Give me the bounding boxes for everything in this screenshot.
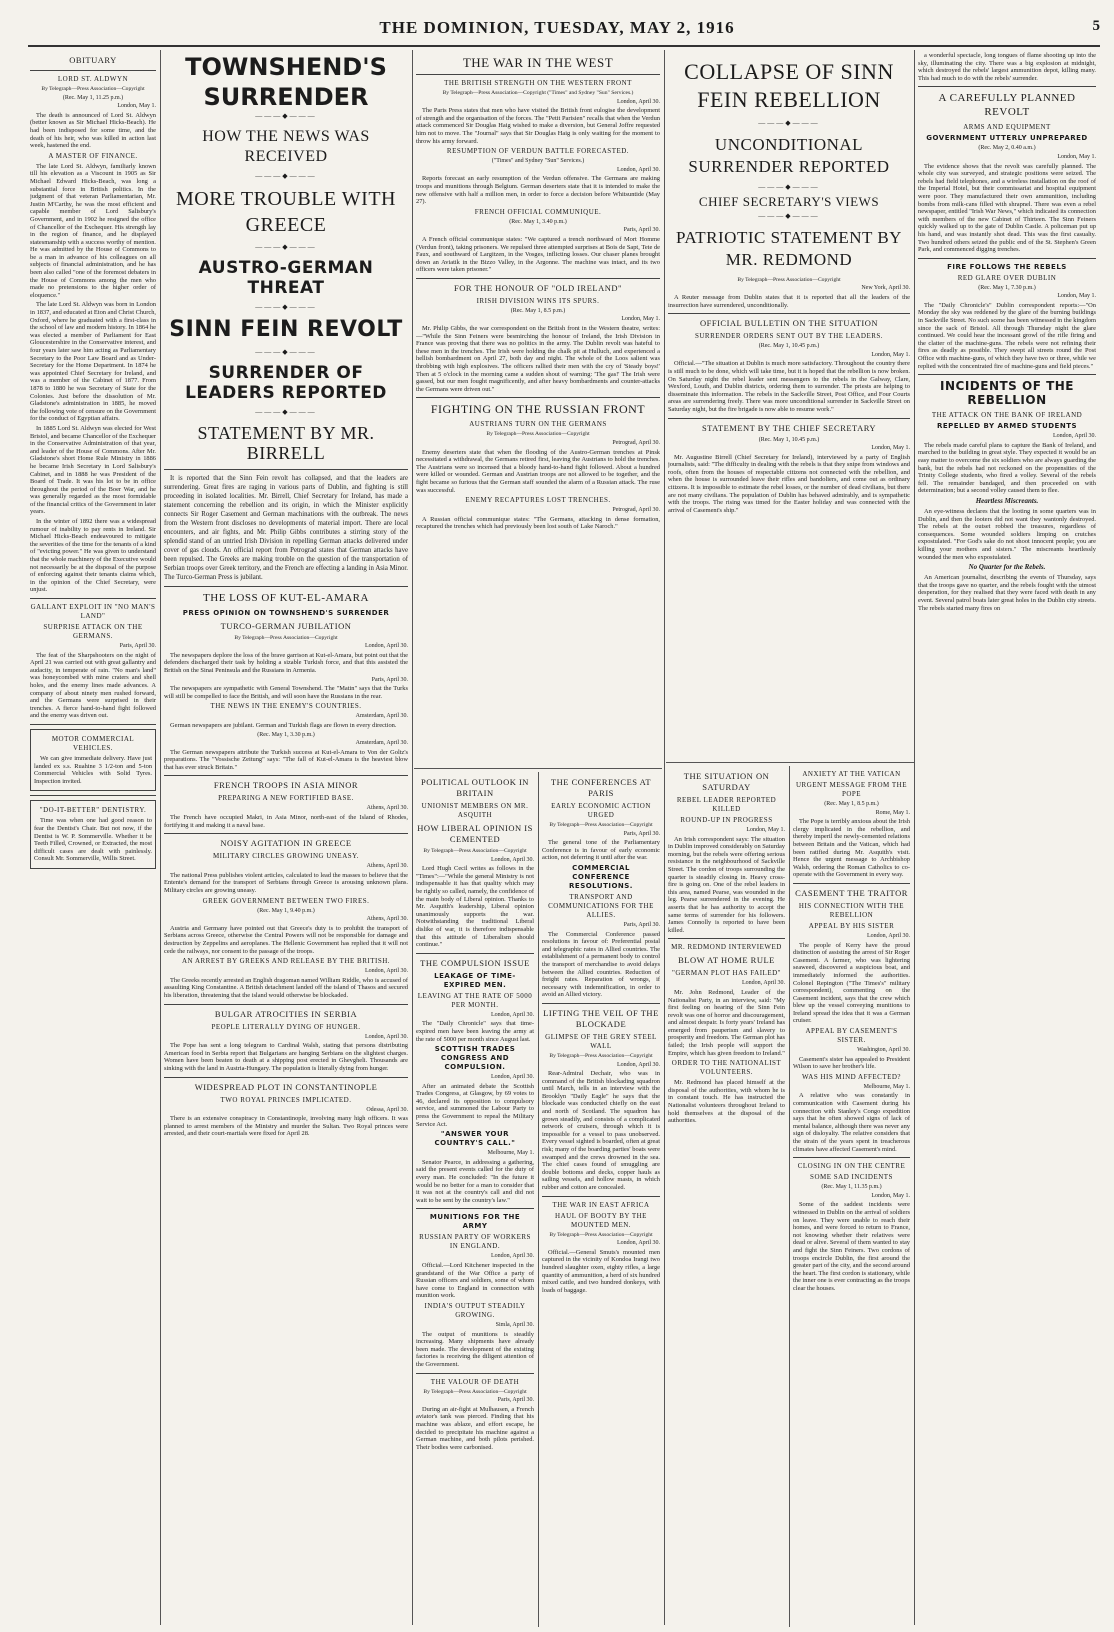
article-heading: ANXIETY AT THE VATICAN [802, 770, 901, 778]
column-war-west [416, 52, 660, 768]
article-text: The late Lord St. Aldwyn was born in London in 1837, and educated at Eton and Christ Church, Oxford, where he graduated with a first-class in the school of law and modern history. In 1864 he was elected a member of Parliament for East Gloucestershire in the Conservative interest, and four years later saw him acting as Parliamentary Secretary to the Poor Law Board and as Under-Secretary for the Home Department. In 1874 he was appointed Chief Secretary for Ireland, and was a member of the Cabinet of 1877. From 1878 to 1880 he was Secretary of State for the Colonies. Just before the dissolution of Mr. Gladstone's administration in 1885, he moved the following vote of censure on the Government for the conduct of Egyptian affairs. [30, 301, 156, 423]
article-text: In the winter of 1892 there was a widespread rumour of inability to pay rents in Ireland. Sir Michael Hicks-Beach endeavoured to mitigate the severities of the time for the tenants of a kind of "evicting power." He was given to understand that the whole machinery of the Executive would not necessarily be at the disposal of the purpose of enforcing against their tenants claims which, in the opinion of the Chief Secretary, were unjust. [30, 518, 156, 594]
advertisement [30, 729, 156, 791]
article-text: The Pope is terribly anxious about the Irish clergy implicated in the rebellion, and thereby imperil the newly-cemented relations between Britain and the Vatican, which had been ratified during Mr. Asquith's visit. Hence the urgent message to Archbishop Walsh, ordering the Roman Catholics to co-operate with the Government in every way. [793, 818, 910, 879]
dateline: New York, April 30. [861, 285, 910, 292]
article-heading: POLITICAL OUTLOOK IN BRITAIN [421, 777, 529, 798]
article-text: The Commercial Conference passed resolutions in favour of: Preferential postal and telegraphic rates in Allied countries. The establishment of a permanent body to control the transport of merchandise to avoid delays between the Allied countries. Reduction of freight rates. Reparation of wrongs, if necessary with indemnification, in order to avoid an Allied victory. [542, 930, 660, 999]
divider [416, 74, 660, 75]
column-rule [789, 766, 790, 1627]
subheading: EARLY ECONOMIC ACTION URGED [551, 802, 651, 819]
column-vatican [793, 768, 910, 1627]
subheading: URGENT MESSAGE FROM THE POPE [795, 781, 907, 798]
subheading: RUSSIAN PARTY OF WORKERS IN ENGLAND. [419, 1233, 531, 1251]
subheading: A MASTER OF FINANCE. [48, 151, 138, 160]
divider [918, 258, 1096, 259]
article-text: Senator Pearce, in addressing a gathering, said the present events called for the duty of every man. He concluded: "In the future it would be no better for a man to consider that it was not at the country's call and did not wait to be sent by the country's law." [416, 1158, 534, 1204]
article-text: A Russian official communique states: "The Germans, attacking in dense formation, recaptured the trenches which had previously been lost south of Lake Naroch." [416, 515, 660, 531]
article-text: The newspapers are sympathetic with General Townshend. The "Matin" says that the Turks will still be compelled to face the British, and will soon have the Russians in the rear. [164, 685, 408, 700]
received-time: (Rec. May 1, 9.40 p.m.) [257, 907, 315, 914]
headline: SURRENDER OF LEADERS REPORTED [185, 362, 387, 403]
article-text: An Irish correspondent says: The situation in Dublin improved considerably on Saturday morning, but the rebels were offering serious resistance in the neighbourhood of Sackville Street. The cordon of troops surrounding the quarter is steadily closing in. Heavy cross-fire is going on. One of the rebel leaders in this area, named Pearse, was wounded in the leg. Pearse surrendered in the evening. He asserts that he has authority to accept the same terms of surrender for his followers. James Connolly is reported to have been killed. [668, 835, 785, 934]
article-text: A French official communique states: "We captured a trench northward of Mort Homme (Verdun front), taking prisoners. We repulsed three attempted surprises at Bois de Sapt, Tete de Faux, and southward of Largitzen, in the Vosges, inflicting losses. Our chaser planes brought down an Aviatik in the Bizzo Valley, in the Argonne. The machine was intact, and its two officers were taken prisoner." [416, 235, 660, 274]
subheading: "GERMAN PLOT HAS FAILED" [671, 969, 782, 978]
divider [668, 313, 910, 314]
dateline: London, April 30. [491, 856, 534, 863]
dateline: Petrograd, April 30. [612, 440, 660, 446]
newspaper-title: THE DOMINION, TUESDAY, MAY 2, 1916 [379, 18, 735, 37]
article-text: The national Press publishes violent articles, calculated to lead the masses to believe that the Entente's demand for the transport of Serbians through Greece is arousing unknown plans. Military circles are growing uneasy. [164, 871, 408, 895]
article-text: The rebels made careful plans to capture the Bank of Ireland, and marched to the building in great style. They expected it would be an easy matter to overcome the six soldiers who are always guarding the bank, but the rebels had not reckoned on the propensities of the Trinity College students, who fired a volley. Several of the rebels fell. The remainder bandaged, and then proceeded on with determination; but a second volley caused them to flee. [918, 441, 1096, 495]
subheading: REBEL LEADER REPORTED KILLED [676, 796, 777, 813]
article-text: After an animated debate the Scottish Trades Congress, at Glasgow, by 69 votes to 46, declared its opposition to compulsory service, and summoned the Labour Party to press the Government to repeal the Military Service Act. [416, 1082, 534, 1128]
article-heading: THE VALOUR OF DEATH [430, 1377, 520, 1386]
dateline: London, April 30. [365, 643, 408, 650]
subheading: INDIA'S OUTPUT STEADILY GROWING. [424, 1301, 526, 1319]
article-text: In 1885 Lord St. Aldwyn was elected for West Bristol, and became Chancellor of the Exchequer in the Conservative Administration of that year, and leader of the House of Commons. After Mr. Gladstone's short Home Rule Ministry in 1886 he became Irish Secretary in Lord Salisbury's Cabinet, and in 1888 he was President of the Board of Trade. It was his lot to be in office throughout the period of the Boer War, and he was generally regarded as the most formidable of the financial critics of the Government in later years. [30, 424, 156, 516]
byline: By Telegraph—Press Association—Copyright [549, 1231, 653, 1238]
article-heading: BULGAR ATROCITIES IN SERBIA [214, 1008, 358, 1019]
subheading: ARMS AND EQUIPMENT [963, 123, 1051, 132]
dateline: Melbourne, May 1. [487, 1150, 534, 1157]
article-heading: MUNITIONS FOR THE ARMY [429, 1213, 521, 1231]
column-revolt [918, 52, 1096, 1627]
subheading: MILITARY CIRCLES GROWING UNEASY. [212, 852, 360, 861]
article-text: An American journalist, describing the events of Thursday, says that the troops gave no quarter, and the rebels fought with the utmost desperation, for they realised that they were faced with death in any event. Several patrol boats later great holes in the Dublin city streets. The rebels started many fires on [918, 574, 1096, 612]
subheading: RESUMPTION OF VERDUN BATTLE FORECASTED. [446, 147, 630, 156]
subheading: ROUND-UP IN PROGRESS [680, 816, 773, 824]
article-heading: FRENCH TROOPS IN ASIA MINOR [213, 780, 359, 791]
byline: By Telegraph—Press Association—Copyright [423, 1388, 527, 1395]
subheading: GREEK GOVERNMENT BETWEEN TWO FIRES. [202, 896, 370, 905]
article-text: Mr. Augustine Birrell (Chief Secretary for Ireland), interviewed by a party of English journalists, said: "The difficulty in dealing with the rebels is that they snipe from windows and roofs, often from the houses of respectable citizens not connected with the rebellion, and when the house is surrounded leave their rifles and bandoliers, and come out as ordinary citizens. It is impossible to estimate the rebel losses, or the number of dead civilians, but there are not many civilians. The population of Dublin has behaved admirably, and is sympathetic with the troops. The rising was timed for the Easter holiday and was connected with the arrival of Casement's ship." [668, 453, 910, 514]
dateline: London, April 30. [1053, 433, 1096, 440]
article-text: A relative who was constantly in communication with Casement during his connection with Stanley's Congo expedition says that he often showed signs of lack of mental balance, although there was never any sign of disloyalty. The relative considers that the strain of the years spent in treacherous climates have affected Casement's mind. [793, 1092, 910, 1153]
headline: PATRIOTIC STATEMENT BY MR. REDMOND [676, 227, 902, 269]
summary-text: It is reported that the Sinn Fein revolt has collapsed, and that the leaders are surrendering. Great fires are raging in various parts of Dublin, and fighting is still proceeding in isolated localities. Mr. Birrell, Chief Secretary for Ireland, has made a statement concerning the rebellion and its origin, in which the Minister explicitly connects Sir Roger Casement and German machinations with the outbreak. The news from the Western front discloses no developments of material import. There are local encounters, and air fights, and Mr. Philip Gibbs contributes a stirring story of the splendid stand of an untried Irish Division in repelling German attacks delivered under cover of gas clouds. An official report from Petrograd states that German attacks have been repulsed. The Greeks are making trouble on the question of the transportation of Serbian troops over Greek territory, and the French are effecting a landing in Asia Minor. The Turco-German Press is jubilant. [164, 474, 408, 581]
dateline: London, May 1. [117, 103, 156, 110]
headline: HOW THE NEWS WAS RECEIVED [202, 127, 370, 165]
dateline: Rome, May 1. [875, 809, 910, 816]
dateline: Petrograd, April 30. [612, 507, 660, 514]
byline: By Telegraph—Press Association—Copyright [234, 634, 338, 641]
dateline: Paris, April 30. [623, 227, 660, 234]
divider: ———◆——— [758, 182, 820, 191]
divider [164, 586, 408, 587]
byline: By Telegraph—Press Association—Copyright ("Times" and Sydney "Sun" Services.) [442, 90, 634, 96]
divider: ———◆——— [758, 212, 820, 221]
divider [414, 768, 662, 769]
article-text: Official.—"The situation at Dublin is much more satisfactory. Throughout the country there is still much to be done, which will take time, but it is hoped that the rebellion is now broken. On Saturday night the rebel leader sent messengers to the rebels in the Galway, Clare, Wexford, Louth, and Dublin districts, ordering them to surrender. The priests are helping to disseminate this information. The rebels in the Sackville Street, Post Office, and Four Courts areas are surrendering freely. There was more unconditional surrender in Sackville Street on Saturday night, but the fire brigade is now able to resume work." [668, 360, 910, 413]
divider [416, 278, 660, 279]
received-time: ("Times" and Sydney "Sun" Services.) [491, 158, 585, 165]
article-heading: INCIDENTS OF THE REBELLION [940, 379, 1074, 408]
subheading: SURRENDER ORDERS SENT OUT BY THE LEADERS. [694, 332, 884, 341]
ad-text: Time was when one had good reason to fear the Dentist's Chair. But not now, if the Dentist is W. P. Sommerville. Whether it be Teeth Filled, Crowned, or Extracted, the most difficult cases are dealt with painlessly. Consult Mr. Sommerville, Willis Street. [34, 817, 152, 863]
subheading: IRISH DIVISION WINS ITS SPURS. [476, 296, 600, 305]
article-heading: MR. REDMOND INTERVIEWED [671, 943, 782, 952]
byline: By Telegraph—Press Association—Copyright [737, 276, 841, 283]
headline-main: COLLAPSE OF SINN FEIN REBELLION [684, 59, 894, 112]
headline: SINN FEIN REVOLT [169, 317, 403, 343]
section-heading: OBITUARY [69, 55, 117, 65]
subheading: BLOW AT HOME RULE [678, 955, 775, 966]
dateline: Athens, April 30. [366, 805, 408, 812]
article-heading: CASEMENT THE TRAITOR [795, 887, 908, 898]
article-text: Official.—Lord Kitchener inspected in the grandstand of the War Office a party of Russian officers and soldiers, some of whom have come to England in connection with munition work. [416, 1262, 534, 1300]
subheading: WAS HIS MIND AFFECTED? [801, 1072, 902, 1081]
headline: AUSTRO-GERMAN THREAT [198, 257, 374, 298]
headline: UNCONDITIONAL SURRENDER REPORTED [688, 134, 890, 176]
subheading: GLIMPSE OF THE GREY STEEL WALL [545, 1032, 657, 1050]
article-text: An eye-witness declares that the looting in some quarters was in Dublin, and then the looters did not want they wantonly destroyed. The rebels at the outset robbed the treasures, regardless of consequences. Some wounded soldiers limping on crutches expostulated. "For God's sake do not shoot innocent people; you are killing your mothers and sisters." The miscreants heartlessly wounded the men who expostulated. [918, 507, 1096, 561]
article-heading: A CAREFULLY PLANNED REVOLT [938, 92, 1076, 119]
divider [164, 1004, 408, 1005]
subheading: ENEMY RECAPTURES LOST TRENCHES. [465, 496, 611, 505]
dateline: Amsterdam, April 30. [355, 740, 408, 747]
masthead [0, 18, 1114, 44]
dateline: Athens, April 30. [366, 863, 408, 870]
column-rule [412, 50, 413, 1625]
received-time: (Rec. May 2, 0.40 a.m.) [978, 145, 1036, 152]
headline: STATEMENT BY MR. BIRRELL [197, 422, 375, 463]
subheading: SOME SAD INCIDENTS [810, 1173, 893, 1182]
article-text: The Pope has sent a long telegram to Cardinal Walsh, stating that persons distributing American food in Serbia report that Bulgarians are hanging Serbians on the slightest charges. Women have been beaten to death at a shipping post erected in Ghevgheli. Thousands are sinking with the land in Austria-Hungary. The population is literally dying from hunger. [164, 1042, 408, 1072]
dateline: London, May 1. [871, 351, 910, 358]
article-heading: GALLANT EXPLOIT IN "NO MAN'S LAND" [30, 603, 156, 620]
subheading: "ANSWER YOUR COUNTRY'S CALL." [434, 1130, 516, 1148]
article-text: During an air-fight at Mulhausen, a French aviator's tank was pierced. Finding that his machine was ablaze, and effort escape, he decided to precipitate his machine against a German machine, and both pilots perished. Their bodies were carbonised. [416, 1405, 534, 1451]
subheading: THE NEWS IN THE ENEMY'S COUNTRIES. [210, 702, 362, 711]
article-text: Mr. Redmond has placed himself at the disposal of the authorities, with whom he is in constant touch. He has instructed the Nationalist volunteers throughout Ireland to hold themselves at the disposal of the authorities. [668, 1079, 785, 1125]
dateline: London, April 30. [491, 1253, 534, 1260]
headline: THE WAR IN THE WEST [462, 55, 614, 70]
dateline: London, May 1. [621, 316, 660, 323]
divider [416, 1208, 534, 1209]
divider: ———◆——— [255, 302, 317, 311]
subheading: HAUL OF BOOTY BY THE MOUNTED MEN. [555, 1211, 647, 1229]
article-text: The output of munitions is steadily increasing. Many shipments have already been made. The development of the existing factories is receiving the diligent attention of the Government. [416, 1330, 534, 1368]
subheading: REPELLED BY ARMED STUDENTS [936, 422, 1078, 431]
article-text: Austria and Germany have pointed out that Greece's duty is to prohibit the transport of Serbians across Greece, otherwise the Central Powers will not be responsible for damage and destruction by Zeppelins and aeroplanes. The Hellenic Government has replied that it will not cede the railways, nor consent to the passage of the troops. [164, 924, 408, 955]
divider: ———◆——— [758, 119, 820, 127]
divider [164, 469, 408, 470]
subheading: HIS CONNECTION WITH THE REBELLION [798, 901, 905, 919]
received-time: (Rec. May 1, 7.30 p.m.) [978, 284, 1036, 291]
byline: By Telegraph—Press Association—Copyright [486, 431, 590, 438]
dateline: London, April 30. [617, 1240, 660, 1247]
article-text: The evidence shows that the revolt was carefully planned. The whole city was surveyed, and strategic positions were seized. The rebels had field telephones, and a wireless installation on the roof of the Imperial Hotel, but their commissariat and hospital equipment were poor. They manufactured their own ammunition, including bombs from milk-cans filled with shrapnel. There was even a rebel newspaper, entitled "Irish War News," which indicated its connection with members of the new Cabinet of Thirteen. The Sinn Feiners quickly walked up to the gate of Dublin Castle. A policeman put up his hand, and was instantly shot dead. This was the first casualty. Two hundred others seized the public end of the St. Stephen's Green Park, and commenced digging trenches. [918, 162, 1096, 254]
article-heading: STATEMENT BY THE CHIEF SECRETARY [701, 422, 877, 433]
received-time: (Rec. May 1, 3.30 p.m.) [257, 731, 315, 738]
received-time: (Rec. May 1, 11.25 p.m.) [62, 94, 124, 101]
dateline: Paris, April 30. [623, 921, 660, 928]
divider [918, 374, 1096, 375]
article-text: Mr. John Redmond, Leader of the Nationalist Party, in an interview, said: "My first feeling on hearing of the Sinn Fein revolt was one of horror and discouragement, and almost despair. Is forty years' Ireland has emerged from pauperism and slavery to prosperity and freedom. The German plot has failed; the Irish people will support the Empire, which has given freedom to Ireland." [668, 988, 785, 1057]
subheading: LEAKAGE OF TIME-EXPIRED MEN. [434, 971, 516, 989]
article-heading: OFFICIAL BULLETIN ON THE SITUATION [699, 318, 878, 329]
dateline: London, April 30. [491, 1011, 534, 1018]
article-heading: LIFTING THE VEIL OF THE BLOCKADE [543, 1007, 659, 1029]
dateline: London, April 30. [742, 980, 785, 987]
dateline: London, May 1. [746, 827, 785, 833]
article-text: The death is announced of Lord St. Aldwyn (better known as Sir Michael Hicks-Beach). He had been indisposed for some time, and the death of his heir, who was killed in action last week, hastened the end. [30, 111, 156, 150]
dateline: Melbourne, May 1. [863, 1083, 910, 1090]
dateline: Paris, April 30. [497, 1397, 534, 1404]
article-text: The late Lord St. Aldwyn, familiarly known till his elevation as a Viscount in 1905 as Sir Michael Edward Hicks-Beach, was long a substantial force in British politics. In the judgment of that veteran Parliamentarian, Mr. Justin M'Carthy, he was the most efficient and capable member of Lord Salisbury's Government, and in 1902 he resigned the office of Chancellor of the Exchequer. His strength lay in the region of finance, and he displayed statesmanship with a success worthy of mention. He was admitted by the House of Commons to be a man in advance of his colleagues on all subjects of financial administration, and he has been also called "one of the foremost debaters in the House of Commons among the men who made no pretensions to the higher order of eloquence." [30, 162, 156, 299]
article-heading: FIGHTING ON THE RUSSIAN FRONT [430, 402, 646, 417]
dateline: Amsterdam, April 30. [355, 713, 408, 720]
column-obituary [30, 52, 156, 1627]
article-text: a wonderful spectacle, long tongues of flame shooting up into the sky, illuminating the city. There was a big explosion at midnight, which destroyed the rebels' largest ammunition depot, killing many. This had much to do with the rebels' surrender. [918, 52, 1096, 82]
divider: ———◆——— [255, 243, 317, 252]
received-time: (Rec. May 1, 3.40 p.m.) [509, 218, 567, 225]
subheading: PEOPLE LITERALLY DYING OF HUNGER. [211, 1022, 361, 1031]
subheading: RED GLARE OVER DUBLIN [957, 273, 1057, 282]
column-rule [664, 50, 665, 1625]
received-time: (Rec. May 1, 10.45 p.m.) [758, 343, 820, 350]
article-heading: FOR THE HONOUR OF "OLD IRELAND" [454, 282, 622, 293]
dateline: Paris, April 30. [371, 676, 408, 683]
page-number: 5 [1092, 18, 1100, 34]
article-heading: LORD ST. ALDWYN [57, 75, 129, 83]
dateline: London, April 30. [617, 98, 660, 105]
ad-text: We can give immediate delivery. Have just landed ex s.s. Ruahine 3 1/2-ton and 5-ton Commercial Vehicles with Solid Tyres. Inspection invited. [34, 754, 152, 785]
advertisement [30, 800, 156, 869]
article-text: The French have occupied Makri, in Asia Minor, north-east of the Island of Rhodes, fortifying it and making it a naval base. [164, 814, 408, 829]
article-text: Rear-Admiral Dechair, who was in command of the British blockading squadron until March, tells in an interview with the Brooklyn "Daily Eagle" he says that the blockade was conducted chiefly on the east and north of Scotland. The squadron has grown steadily, and consists of a complicated network of cruisers, through which it is impossible for a vessel to pass unobserved. Every vessel sighted is boarded, often at great risk; many of the boarding parties' boats were swamped and the crews drowned in the sea. The chief cases found of smuggling are double bottoms and decks, copper hauls as sailing vessels, and hollow masts, in which rubber and cotton are concealed. [542, 1070, 660, 1191]
article-heading: THE WAR IN EAST AFRICA [552, 1200, 650, 1209]
article-heading: THE LOSS OF KUT-EL-AMARA [203, 591, 369, 604]
divider [668, 938, 785, 939]
subheading: TURCO-GERMAN JUBILATION [220, 620, 352, 631]
dateline: Washington, April 30. [857, 1047, 910, 1054]
column-townshend [164, 52, 408, 1627]
divider [30, 724, 156, 725]
subheading: SURPRISE ATTACK ON THE GERMANS. [43, 623, 143, 640]
column-conferences [542, 774, 660, 1627]
headline-main: TOWNSHEND'S SURRENDER [185, 53, 387, 111]
divider: ———◆——— [255, 112, 317, 120]
subheading: THE ATTACK ON THE BANK OF IRELAND [931, 411, 1083, 420]
top-rule [28, 45, 1100, 47]
divider [30, 795, 156, 796]
dateline: Odessa, April 30. [366, 1106, 408, 1113]
subheading: No Quarter for the Rebels. [968, 563, 1046, 572]
byline: By Telegraph—Press Association—Copyright [423, 848, 527, 854]
dateline: London, April 30. [365, 968, 408, 975]
divider [30, 70, 156, 71]
column-sinn-fein [668, 52, 910, 762]
article-text: Reports forecast an early resumption of the Verdun offensive. The Germans are making troops and munitions through Belgium. German deserters state that it is intended to make the new offensive with half a million men, in order to force a decision before Whitsuntide (May 27). [416, 175, 660, 206]
subheading: AN ARREST BY GREEKS AND RELEASE BY THE BRITISH. [181, 957, 391, 966]
column-saturday [668, 768, 785, 1627]
article-heading: THE CONFERENCES AT PARIS [550, 777, 652, 798]
dateline: London, April 30. [617, 1061, 660, 1068]
headline: CHIEF SECRETARY'S VIEWS [698, 194, 880, 210]
dateline: London, May 1. [871, 1192, 910, 1199]
article-text: Official.—General Smuts's mounted men captured in the vicinity of Kondoa Irangi two hundred slaughter oxen, eighty rifles, a large quantity of ammunition, a herd of six hundred mixed cattle, and two hundred donkeys, with loads of baggage. [542, 1248, 660, 1294]
subheading: THE BRITISH STRENGTH ON THE WESTERN FRONT [444, 79, 632, 87]
byline: By Telegraph—Press Association—Copyright [549, 1052, 653, 1059]
article-text: The German newspapers attribute the Turkish success at Kut-el-Amara to Von der Goltz's preparations. The "Vossische Zeitung" says: "The fall of Kut-el-Amara is the heaviest blow that has ever struck Britain." [164, 748, 408, 771]
subheading: PRESS OPINION ON TOWNSHEND'S SURRENDER [182, 608, 390, 617]
ad-heading: "DO-IT-BETTER" DENTISTRY. [39, 806, 147, 815]
subheading: LEAVING AT THE RATE OF 5000 PER MONTH. [417, 991, 533, 1009]
divider: ———◆——— [255, 407, 317, 416]
article-text: The people of Kerry have the proud distinction of assisting the arrest of Sir Roger Casement. A farmer, who was lightering seaweed, discovered a suspicious boat, and immediately informed the authorities. Colonel Repington ("The Times's" military correspondent), commenting on the Casement incident, says that the crew which blew up the vessel conveying munitions to Ireland spread the idea that it was a German cruiser. [793, 941, 910, 1025]
article-text: A Reuter message from Dublin states that it is reported that all the leaders of the insurrection have surrendered, unconditionally. [668, 293, 910, 309]
subheading: Heartless Miscreants. [975, 496, 1039, 505]
divider [793, 883, 910, 884]
dateline: London, April 30. [365, 1033, 408, 1040]
received-time: (Rec. May 1, 10.45 p.m.) [758, 436, 820, 443]
subheading: APPEAL BY HIS SISTER [808, 921, 895, 930]
divider [668, 418, 910, 419]
dateline: Athens, April 30. [366, 916, 408, 923]
received-time: (Rec. May 1, 8.5 p.m.) [510, 307, 566, 314]
dateline: London, April 30. [491, 1074, 534, 1081]
subheading: PREPARING A NEW FORTIFIED BASE. [218, 794, 354, 803]
divider [918, 86, 1096, 87]
article-text: Enemy deserters state that when the flooding of the Austro-German trenches at Pinsk necessitated a withdrawal, the Germans retired first, leaving the Austrians to hold the trenches. The Austrians were so incensed that a bloody hand-to-hand fight followed. About a hundred were killed or wounded. German and Austrian troops are not allowed to be together, and the fight became so furious that the German staff sounded the alarm of a Russian attack. The ruse was successful. [416, 448, 660, 494]
dateline: London, April 30. [867, 932, 910, 939]
article-text: The "Daily Chronicle's" Dublin correspondent reports:—"On Monday the sky was reddened by the glare of the burning buildings in Sackville Street. No such scene has been witnessed in the kingdom since the sack of Bristol. All through Thursday night the glare continued. We could hear the incessant growl of the rifle firing and the clatter of the machine-guns. The rebels were not refining their fires as deadly as possible. They swept all streets round the Post Office with machine-guns, of which they have two or three, while we replied with the concentrated fire of machine-guns and field pieces." [918, 301, 1096, 370]
article-text: Lord Hugh Cecil writes as follows in the "Times":—"While the general Ministry is not indispensable it has that quality which may be rightly so called, namely, the confidence of the main body of Liberal opinion. Thanks to Mr. Asquith's leadership, Liberal opinion unanimously supports the war. Notwithstanding the traditional Liberal dislike of war, it is therefore indispensable that this attitude of Liberalism should continue." [416, 865, 534, 949]
divider [416, 1373, 534, 1374]
article-heading: THE SITUATION ON SATURDAY [683, 771, 770, 792]
article-heading: NOISY AGITATION IN GREECE [220, 838, 352, 849]
subheading: APPEAL BY CASEMENT'S SISTER. [805, 1027, 898, 1045]
article-heading: WIDESPREAD PLOT IN CONSTANTINOPLE [194, 1081, 378, 1092]
divider [164, 1077, 408, 1078]
article-text: The general tone of the Parliamentary Conference is in favour of early economic action, not deferring it until after the war. [542, 839, 660, 862]
subheading: TRANSPORT AND COMMUNICATIONS FOR THE ALLIES. [548, 892, 654, 919]
subheading: GOVERNMENT UTTERLY UNPREPARED [926, 134, 1088, 143]
divider [666, 762, 914, 763]
divider [30, 598, 156, 599]
article-text: Casement's sister has appealed to President Wilson to save her brother's life. [793, 1055, 910, 1071]
subheading: UNIONIST MEMBERS ON MR. ASQUITH [421, 802, 529, 819]
divider [542, 1003, 660, 1004]
dateline: London, May 1. [1057, 293, 1096, 300]
column-rule [914, 50, 915, 1625]
divider [164, 833, 408, 834]
ad-heading: MOTOR COMMERCIAL VEHICLES. [51, 734, 135, 752]
column-rule [160, 50, 161, 1625]
article-text: The "Daily Chronicle" says that time-expired men have been leaving the army at the rate of 5000 per month since August last. [416, 1020, 534, 1043]
subheading: FRENCH OFFICIAL COMMUNIQUE. [474, 207, 602, 216]
article-text: German newspapers are jubilant. German and Turkish flags are flown in every direction. [170, 721, 397, 729]
byline: By Telegraph—Press Association—Copyright [549, 822, 653, 828]
column-rule [538, 772, 539, 1627]
divider [416, 397, 660, 398]
article-heading: FIRE FOLLOWS THE REBELS [947, 262, 1067, 271]
article-text: Mr. Philip Gibbs, the war correspondent on the British front in the Western theatre, writes:—"While the Sinn Feiners were besmirching the honour of Ireland, the Irish Division in France was proving that there was no politics in the army. The Dublin revolt was hateful to these men in the trenches. The Irish were holding the chalk pit at Hulluch, and experienced a hellish bombardment on April 27, both day and night. The whole of the Loos salient was throbbing with high explosives. The officers rallied their men with the cry of 'Steady boys!' Then at 5 o'clock in the morning came a sudden shout of warning: 'The gas!' The Irish were gassed, but our men fought magnificently, and after heavy bombardments and counter-attacks the Germans were driven out." [416, 325, 660, 393]
byline: By Telegraph—Press Association—Copyright [41, 86, 145, 92]
divider: ———◆——— [255, 171, 317, 180]
dateline: London, April 30. [617, 166, 660, 173]
divider [164, 775, 408, 776]
article-text: The Paris Press states that men who have visited the British front eulogise the development of strength and the organisation of the forces. The "Petit Parisien" recalls that when the Verdun attack commenced Sir Douglas Haig wished to make a diversion, but General Joffre requested him not to move. The "Journal" says that Sir Douglas Haig is only waiting for the moment to throw his army forward. [416, 107, 660, 145]
headline: MORE TROUBLE WITH GREECE [176, 188, 396, 237]
dateline: Simla, April 30. [495, 1321, 534, 1328]
article-text: Some of the saddest incidents were witnessed in Dublin on the arrival of soldiers on leave. They were unable to reach their homes, and were forced to return to France, not knowing whether their relatives were dead or alive. Several of them wanted to stay and fight the Sinn Feiners. Two cordons of troops encircle Dublin, the first around the greater part of the city, and the second around the heart. The first cordon is stationary, while the inner one is ever contracting as the troops clear the houses. [793, 1201, 910, 1292]
subheading: SCOTTISH TRADES CONGRESS AND COMPULSION. [434, 1045, 516, 1072]
dateline: London, May 1. [871, 445, 910, 452]
divider [542, 1196, 660, 1197]
subheading: TWO ROYAL PRINCES IMPLICATED. [220, 1095, 352, 1104]
received-time: (Rec. May 1, 11.35 p.m.) [821, 1184, 882, 1191]
article-text: The feat of the Sharpshooters on the night of April 21 was carried out with great gallantry and audacity, in temperate of rain. "No man's land" was honeycombed with mine craters and shell holes, and the enemy lines made advances. A company of about ninety men rushed forward, and the Germans were surprised in their trenches. A fierce hand-to-hand fight followed and the enemy was driven out. [30, 651, 156, 720]
dateline: Paris, April 30. [119, 643, 156, 649]
article-heading: THE COMPULSION ISSUE [420, 957, 530, 968]
article-text: The Greeks recently arrested an English dragoman named William Riddle, who is accused of assaulting King Constantine. A British detachment landed off the island of Thasos and secured his liberation, threatening that the island would otherwise be blockaded. [164, 976, 408, 999]
divider [416, 953, 534, 954]
dateline: Paris, April 30. [623, 830, 660, 837]
column-political-outlook [416, 774, 534, 1627]
subheading: AUSTRIANS TURN ON THE GERMANS [469, 420, 607, 429]
dateline: London, May 1. [1057, 153, 1096, 160]
article-text: The newspapers deplore the loss of the brave garrison at Kut-el-Amara, but point out that the defenders discharged their task by holding a sizable Turkish force, and that this assisted the British on the Sinai Peninsula and the Russians in Armenia. [164, 651, 408, 674]
article-heading: CLOSING IN ON THE CENTRE [797, 1162, 906, 1171]
subheading: COMMERCIAL CONFERENCE RESOLUTIONS. [569, 863, 633, 890]
divider: ———◆——— [255, 348, 317, 357]
received-time: (Rec. May 1, 8.5 p.m.) [824, 801, 879, 807]
subheading: ORDER TO THE NATIONALIST VOLUNTEERS. [671, 1059, 782, 1077]
article-text: There is an extensive conspiracy in Constantinople, involving many high officers. It was planned to arrest members of the Ministry and murder the Sultan. Two Royal princes were arrested, and their court-martials were fixed for April 28. [164, 1115, 408, 1138]
divider [793, 1157, 910, 1158]
subheading: HOW LIBERAL OPINION IS CEMENTED [417, 823, 533, 844]
